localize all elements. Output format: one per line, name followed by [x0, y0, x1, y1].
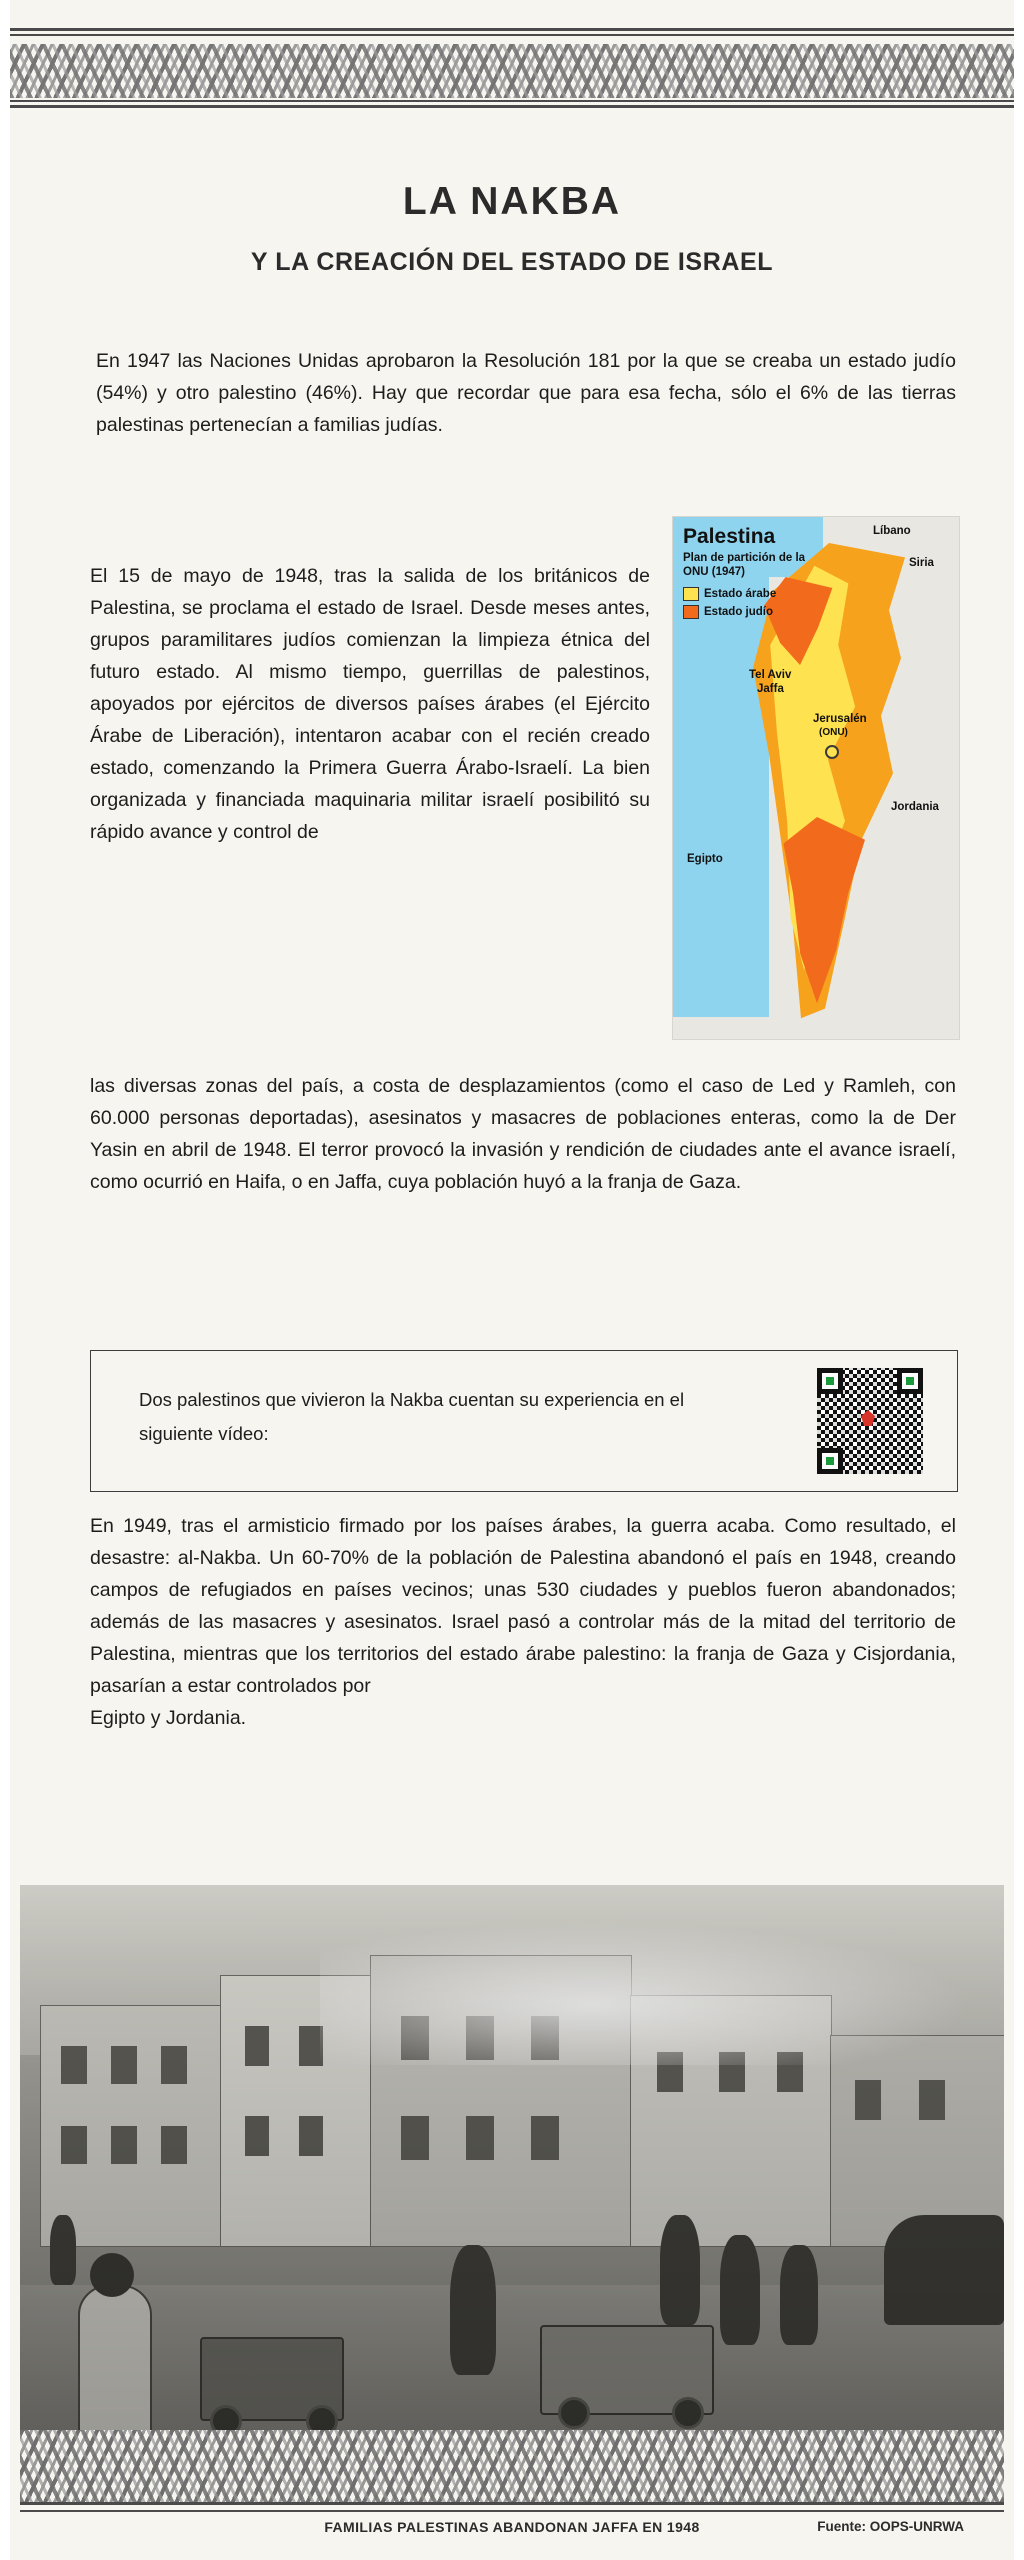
map-label-tel-aviv: Tel Aviv [749, 669, 792, 681]
qr-center-logo-icon [861, 1410, 875, 1426]
qr-code[interactable] [817, 1368, 923, 1474]
map-label-siria: Siria [909, 557, 934, 569]
paragraph-intro: En 1947 las Naciones Unidas aprobaron la Resolución 181 por la que se creaba un estado judío (54%) y otro palestino (46%). Hay que recordar que para esa fecha, sólo el 6% de las tierras palestinas pertenecían a familias judías. [96, 350, 956, 436]
legend-item-arab [683, 587, 776, 601]
page-title: LA NAKBA [402, 180, 622, 223]
poster-sheet [10, 0, 1014, 2560]
map-label-egipto: Egipto [687, 853, 723, 865]
top-double-rule [10, 28, 1014, 38]
map-label-libano: Líbano [873, 525, 911, 537]
map-label-jerusalen: Jerusalén [813, 713, 867, 725]
top-chevron-bottom-rule [10, 100, 1014, 110]
partition-map [672, 516, 960, 1040]
qr-finder-bottom-left-icon [817, 1448, 843, 1474]
legend-label-arab: Estado árabe [704, 588, 777, 600]
map-label-jordania: Jordania [891, 801, 939, 813]
paragraph-nakba-tail: Egipto y Jordania. [90, 1707, 247, 1729]
legend-swatch-jewish-icon [683, 605, 699, 619]
photo-source: Fuente: OOPS-UNRWA [817, 2519, 964, 2534]
bottom-chevron-band [20, 2430, 1004, 2502]
paragraph-war-full: las diversas zonas del país, a costa de desplazamientos (como el caso de Led y Ramleh, con 60.000 personas deportadas), asesinatos y masacres de poblaciones enteras, como la de Der Yasin en abril de 1948. El terror provocó la invasión y rendición de ciudades ante el avance israelí, como ocurrió en Haifa, o en Jaffa, cuya población huyó a la franja de Gaza. [90, 1075, 956, 1193]
top-chevron-band [10, 44, 1014, 98]
map-jerusalem-marker-icon [825, 745, 839, 759]
historical-photo [20, 1885, 1004, 2495]
map-legend [683, 587, 776, 623]
page-subtitle: Y LA CREACIÓN DEL ESTADO DE ISRAEL [250, 248, 774, 276]
map-label-jerusalen-onu: (ONU) [819, 727, 848, 738]
photo-caption: FAMILIAS PALESTINAS ABANDONAN JAFFA EN 1948 [324, 2519, 700, 2535]
video-callout-box [90, 1350, 958, 1492]
qr-finder-top-left-icon [817, 1368, 843, 1394]
paragraph-nakba [90, 1510, 956, 1734]
paragraph-nakba-main: En 1949, tras el armisticio firmado por los países árabes, la guerra acaba. Como resultado, el desastre: al-Nakba. Un 60-70% de la población de Palestina abandonó el país en 1948, creando campos de refugiados en países vecinos; unas 530 ciudades y pueblos fueron abandonados; además de las masacres y asesinatos. Israel pasó a controlar más de la mitad del territorio de Palestina, mientras que los territorios del estado árabe palestino: la franja de Gaza y Cisjordania, pasarían a estar controlados por [90, 1515, 956, 1697]
legend-label-jewish: Estado judío [704, 606, 773, 618]
photo-vignette [20, 1885, 1004, 2495]
caption-strip [20, 2502, 1004, 2547]
legend-swatch-arab-icon [683, 587, 699, 601]
legend-item-jewish [683, 605, 776, 619]
map-subtitle: Plan de partición de la ONU (1947) [683, 552, 806, 578]
paragraph-war-left: El 15 de mayo de 1948, tras la salida de los británicos de Palestina, se proclama el estado de Israel. Desde meses antes, grupos paramilitares judíos comienzan la limpieza étnica del futuro estado. Al mismo tiempo, guerrillas de palestinos, apoyados por ejércitos de diversos países árabes (el Ejército Árabe de Liberación), intentaron acabar con el recién creado estado, comenzando la Primera Guerra Árabo-Israelí. La bien organizada y financiada maquinaria militar israelí posibilitó su rápido avance y control de [90, 565, 650, 843]
qr-finder-top-right-icon [897, 1368, 923, 1394]
right-margin [1014, 0, 1024, 2560]
left-margin [0, 0, 10, 2560]
map-label-jaffa: Jaffa [757, 683, 784, 695]
map-title: Palestina [683, 525, 776, 548]
video-callout-text: Dos palestinos que vivieron la Nakba cuentan su experiencia en el siguiente vídeo: [139, 1389, 685, 1444]
mediterranean-sea [673, 557, 769, 1017]
